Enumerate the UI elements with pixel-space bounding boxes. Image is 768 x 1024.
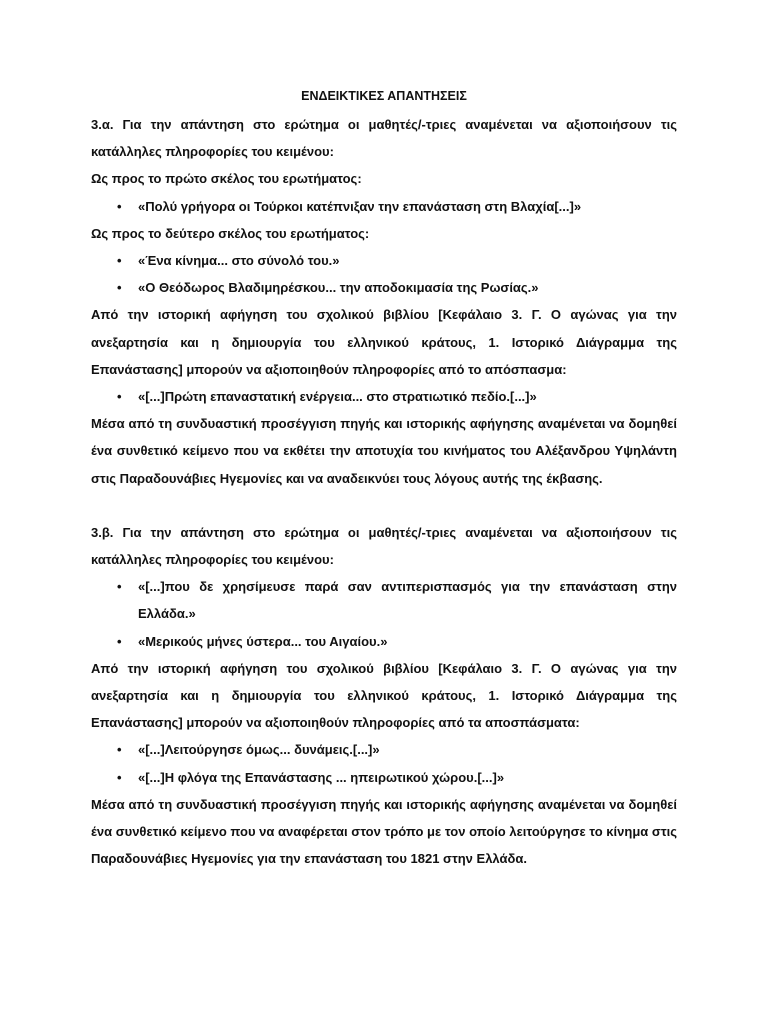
bullet-icon: •: [117, 769, 122, 785]
section-gap: [91, 492, 677, 519]
bullet-icon: •: [117, 280, 122, 296]
section-a-second-bullets: [91, 247, 677, 301]
section-a-intro: [91, 111, 677, 165]
quote-text: «Πολύ γρήγορα οι Τούρκοι κατέπνιξαν την επανάσταση στη Βλαχία[...]»: [138, 198, 582, 214]
bullet-icon: •: [117, 742, 122, 758]
quote-text: «[...]που δε χρησίμευσε παρά σαν αντιπερισπασμός για την επανάσταση στην Ελλάδα.»: [138, 579, 677, 622]
section-b-intro: [91, 519, 677, 573]
list-item: [91, 383, 677, 410]
list-item: [91, 764, 677, 791]
section-a-second-part: Ως προς το δεύτερο σκέλος του ερωτήματος:: [91, 225, 370, 241]
bullet-icon: •: [117, 389, 122, 405]
quote-text: «Μερικούς μήνες ύστερα... του Αιγαίου.»: [138, 633, 388, 649]
list-item: [91, 628, 677, 655]
bullet-icon: •: [117, 579, 122, 595]
quote-text: «[...]Πρώτη επαναστατική ενέργεια... στο στρατιωτικό πεδίο.[...]»: [138, 389, 537, 405]
document-title: ΕΝΔΕΙΚΤΙΚΕΣ ΑΠΑΝΤΗΣΕΙΣ: [301, 89, 467, 103]
list-item: [91, 573, 677, 627]
section-a-intro-text: Για την απάντηση στο ερώτημα οι μαθητές/-τριες αναμένεται να αξιοποιήσουν τις κατάλληλες πληροφορίες του κειμένου:: [91, 117, 677, 160]
section-a-label: 3.α.: [91, 117, 114, 132]
quote-text: «[...]Λειτούργησε όμως... δυνάμεις.[...]»: [138, 742, 380, 758]
section-b-bullets: [91, 573, 677, 655]
section-a-first-part: Ως προς το πρώτο σκέλος του ερωτήματος:: [91, 171, 362, 187]
section-b-label: 3.β.: [91, 524, 114, 540]
section-b-textbook: Από την ιστορική αφήγηση του σχολικού βιβλίου [Κεφάλαιο 3. Γ. Ο αγώνας για την ανεξαρτησία και η δημιουργία του ελληνικού κράτους, 1. Ιστορικό Διάγραμμα της Επανάστασης] μπορούν να αξιοποιηθούν πληροφορίες από τα αποσπάσματα:: [91, 660, 677, 731]
section-a-textbook-bullets: [91, 383, 677, 410]
list-item: [91, 736, 677, 763]
bullet-icon: •: [117, 198, 122, 214]
list-item: [91, 247, 677, 274]
section-b-intro-text: Για την απάντηση στο ερώτημα οι μαθητές/-τριες αναμένεται να αξιοποιήσουν τις κατάλληλες πληροφορίες του κειμένου:: [91, 524, 677, 568]
quote-text: «Ένα κίνημα... στο σύνολό του.»: [138, 253, 340, 269]
bullet-icon: •: [117, 253, 122, 269]
section-b-conclusion: Μέσα από τη συνδυαστική προσέγγιση πηγής και ιστορικής αφήγησης αναμένεται να δομηθεί ένα συνθετικό κείμενο που να αναφέρεται στον τρόπο με τον οποίο λειτούργησε το κίνημα στις Παραδουνάβιες Ηγεμονίες για την επανάσταση του 1821 στην Ελλάδα.: [91, 796, 677, 867]
section-a-first-bullets: [91, 193, 677, 220]
bullet-icon: •: [117, 633, 122, 649]
list-item: [91, 193, 677, 220]
quote-text: «[...]Η φλόγα της Επανάστασης ... ηπειρωτικού χώρου.[...]»: [138, 769, 505, 785]
list-item: [91, 274, 677, 301]
quote-text: «Ο Θεόδωρος Βλαδιμηρέσκου... την αποδοκιμασία της Ρωσίας.»: [138, 280, 539, 296]
section-a-conclusion: Μέσα από τη συνδυαστική προσέγγιση πηγής και ιστορικής αφήγησης αναμένεται να δομηθεί ένα συνθετικό κείμενο που να εκθέτει την αποτυχία του κινήματος του Αλέξανδρου Υψηλάντη στις Παραδουνάβιες Ηγεμονίες και να αναδεικνύει τους λόγους αυτής της έκβασης.: [91, 416, 677, 486]
section-b-textbook-bullets: [91, 736, 677, 790]
section-a-textbook: Από την ιστορική αφήγηση του σχολικού βιβλίου [Κεφάλαιο 3. Γ. Ο αγώνας για την ανεξαρτησία και η δημιουργία του ελληνικού κράτους, 1. Ιστορικό Διάγραμμα της Επανάστασης] μπορούν να αξιοποιηθούν πληροφορίες από το απόσπασμα:: [91, 307, 677, 377]
